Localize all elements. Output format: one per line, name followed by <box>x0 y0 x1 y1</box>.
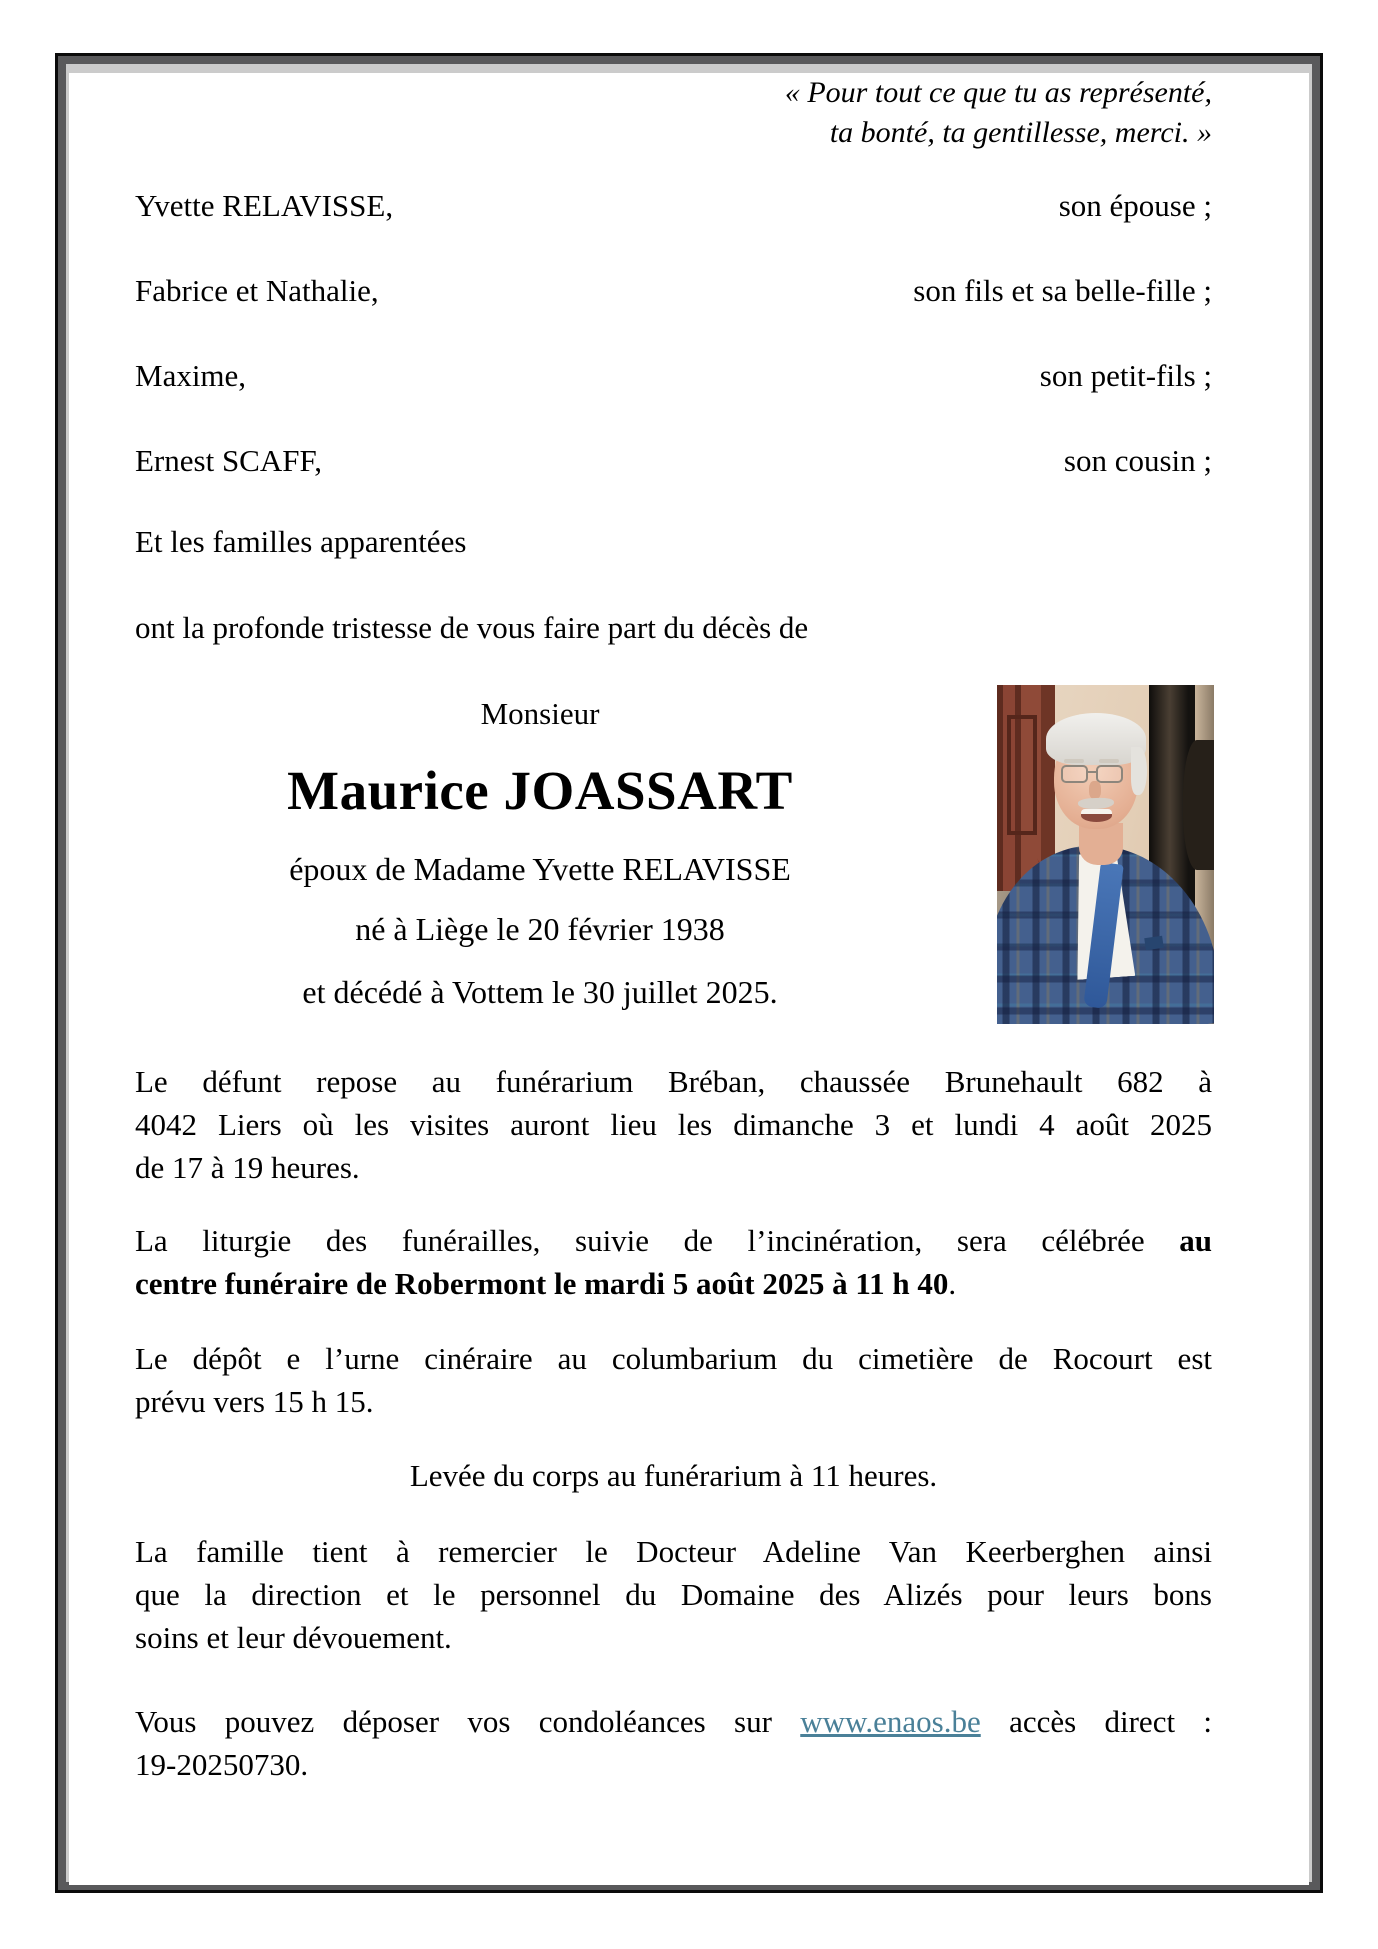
paragraph-line <box>135 1700 1212 1743</box>
photo-eyebrow <box>1064 759 1084 763</box>
paragraph-line <box>135 1262 1212 1305</box>
photo-glasses-lens <box>1096 765 1123 783</box>
relative-relation: son petit-fils ; <box>1039 358 1212 393</box>
paragraph-line: La famille tient à remercier le Docteur Adeline Van Keerberghen ainsi <box>135 1534 1212 1569</box>
paragraph-line: Le défunt repose au funérarium Bréban, chaussée Brunehault 682 à <box>135 1064 1212 1099</box>
relative-name: Maxime, <box>135 358 247 393</box>
relative-relation: son cousin ; <box>1063 443 1212 478</box>
photo-dark-shape <box>1183 740 1214 870</box>
deceased-birth-line: né à Liège le 20 février 1938 <box>355 911 725 947</box>
opening-quote <box>135 73 1212 153</box>
frame-inner-line <box>66 64 1312 1882</box>
announcement-line: ont la profonde tristesse de vous faire part du décès de <box>135 610 809 645</box>
deceased-name: Maurice JOASSART <box>287 760 793 821</box>
announcement-content <box>69 73 1309 1885</box>
paragraph-line: prévu vers 15 h 15. <box>135 1384 374 1419</box>
photo-neck <box>1079 823 1123 865</box>
relative-name: Fabrice et Nathalie, <box>135 273 379 308</box>
quote-line-2: ta bonté, ta gentillesse, merci. » <box>829 116 1212 149</box>
deceased-civility: Monsieur <box>480 696 600 731</box>
liturgie-bold-text: centre funéraire de Robermont le mardi 5 août 2025 à 11 h 40 <box>135 1266 949 1301</box>
families-line: Et les familles apparentées <box>135 524 467 559</box>
paragraph-remerciements <box>135 1530 1212 1659</box>
portrait-photo <box>997 685 1214 1024</box>
condoleances-prefix: Vous pouvez déposer vos condoléances sur <box>135 1704 801 1739</box>
relative-row-son <box>135 270 1212 312</box>
deceased-death-line: et décédé à Vottem le 30 juillet 2025. <box>302 974 778 1010</box>
relative-name: Ernest SCAFF, <box>135 443 322 478</box>
paragraph-urne <box>135 1337 1212 1423</box>
paragraph-line: de 17 à 19 heures. <box>135 1150 360 1185</box>
frame-gray-band <box>58 56 1320 1890</box>
enaos-link[interactable]: www.enaos.be <box>800 1704 981 1739</box>
liturgie-regular-text: La liturgie des funérailles, suivie de l’incinération, sera célébrée <box>135 1223 1180 1258</box>
decorative-frame <box>55 53 1323 1893</box>
paragraph-levee: Levée du corps au funérarium à 11 heures. <box>409 1458 938 1493</box>
photo-glasses-bridge <box>1087 771 1097 773</box>
photo-hair-side <box>1131 747 1147 795</box>
paragraph-line: Le dépôt e l’urne cinéraire au columbarium du cimetière de Rocourt est <box>135 1341 1212 1376</box>
relative-name: Yvette RELAVISSE, <box>135 188 394 223</box>
paragraph-condoleances <box>135 1700 1212 1786</box>
relative-relation: son fils et sa belle-fille ; <box>913 273 1212 308</box>
photo-eyebrow <box>1099 759 1119 763</box>
photo-pocket-square <box>1144 936 1163 950</box>
liturgie-period: . <box>948 1266 957 1301</box>
condoleances-suffix: accès direct : <box>980 1704 1213 1739</box>
paragraph-line <box>135 1219 1212 1262</box>
paragraph-line: 4042 Liers où les visites auront lieu les dimanche 3 et lundi 4 août 2025 <box>135 1107 1212 1142</box>
relative-row-spouse <box>135 185 1212 227</box>
relative-row-grandson <box>135 355 1212 397</box>
photo-smile <box>1081 809 1112 822</box>
paragraph-liturgie <box>135 1219 1212 1305</box>
relative-relation: son épouse ; <box>1058 188 1212 223</box>
deceased-block <box>135 693 945 1013</box>
liturgie-bold-start: au <box>1179 1223 1212 1258</box>
photo-nose <box>1089 781 1101 799</box>
paragraph-line: que la direction et le personnel du Domaine des Alizés pour leurs bons <box>135 1577 1212 1612</box>
paragraph-repose <box>135 1060 1212 1189</box>
quote-line-1: « Pour tout ce que tu as représenté, <box>784 76 1212 109</box>
relative-row-cousin <box>135 440 1212 482</box>
photo-glasses-lens <box>1061 765 1088 783</box>
photo-door-panel <box>1007 715 1037 835</box>
paragraph-line: soins et leur dévouement. <box>135 1620 452 1655</box>
deceased-spouse-line: époux de Madame Yvette RELAVISSE <box>289 851 791 887</box>
condoleances-reference: 19-20250730. <box>135 1747 309 1782</box>
